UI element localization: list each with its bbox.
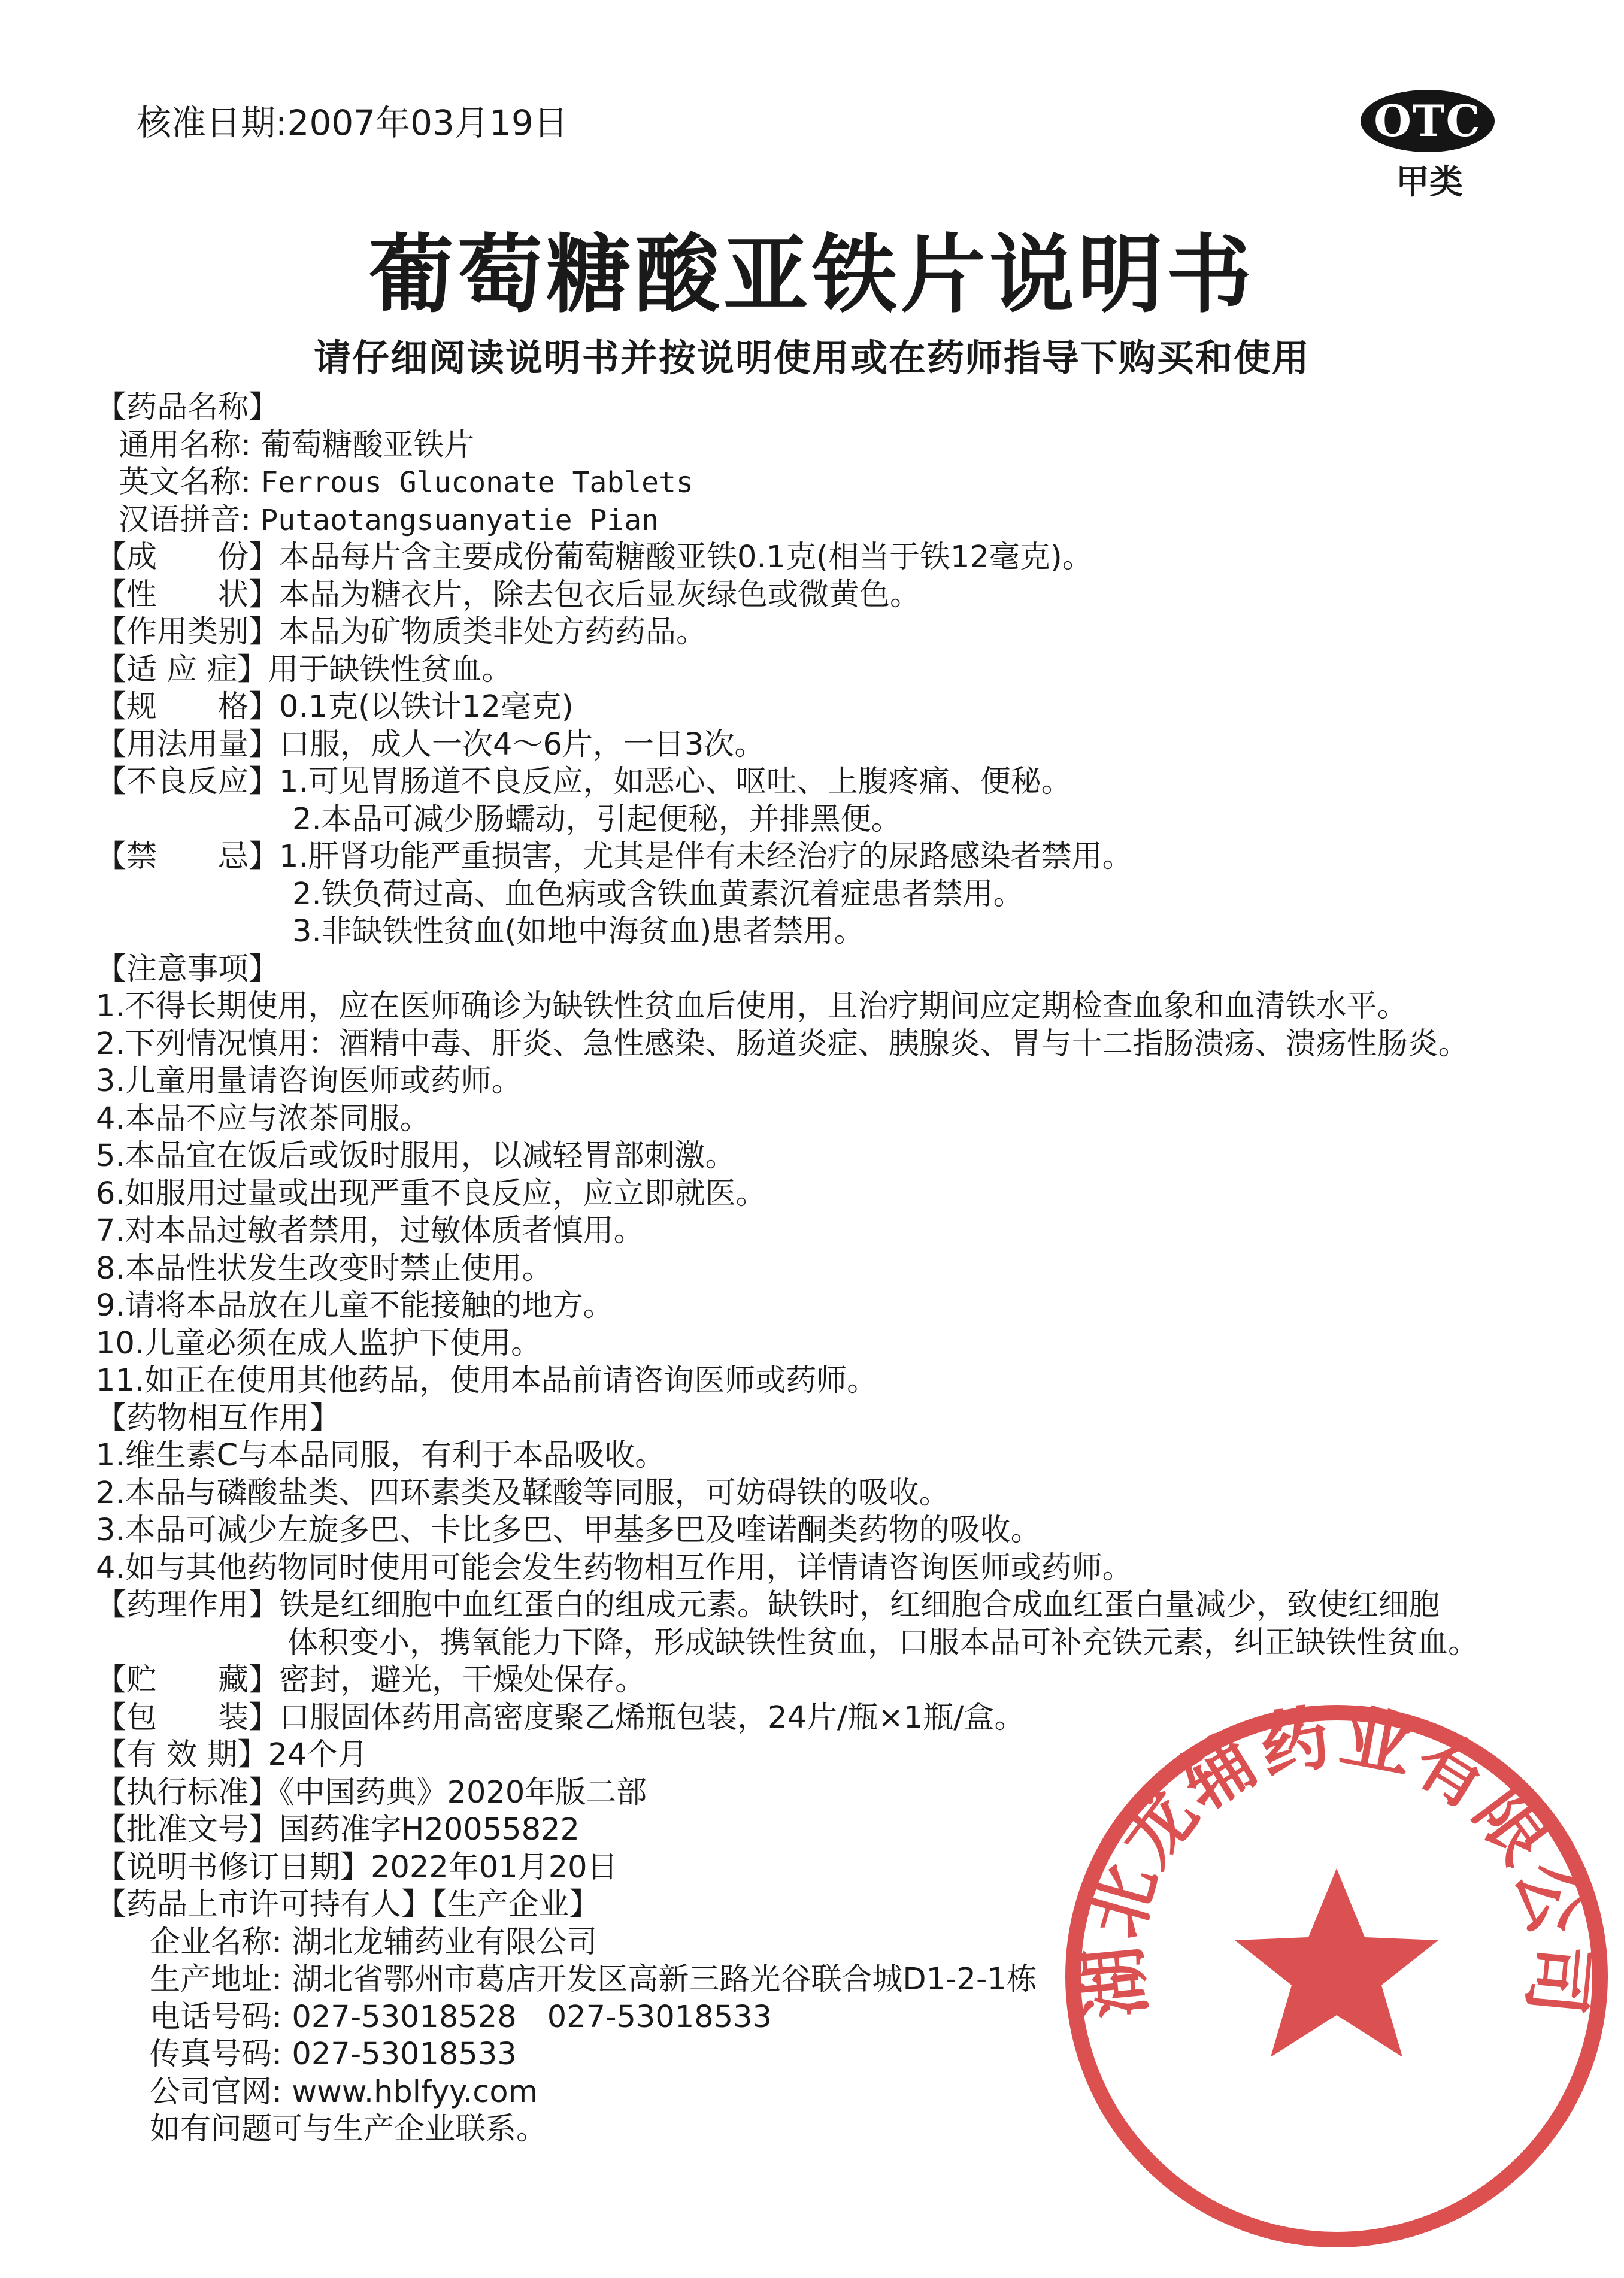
- generic-name-row: [96, 427, 1593, 465]
- precaution-item-9: 9.请将本品放在儿童不能接触的地方。: [96, 1288, 614, 1323]
- precaution-item-11: 11.如正在使用其他药品，使用本品前请咨询医师或药师。: [96, 1363, 878, 1398]
- package-label: 【包 装】: [96, 1700, 280, 1735]
- indications-label: 【适 应 症】: [96, 652, 268, 687]
- package-row: [96, 1700, 1593, 1737]
- english-name-row: [96, 464, 1593, 502]
- english-name-value: Ferrous Gluconate Tablets: [260, 466, 693, 499]
- storage-label: 【贮 藏】: [96, 1662, 280, 1698]
- ingredients-label: 【成 份】: [96, 540, 280, 575]
- adverse-label: 【不良反应】: [96, 764, 280, 799]
- company-contact-note: 如有问题可与生产企业联系。: [150, 2112, 547, 2147]
- precaution-item-8: 8.本品性状发生改变时禁止使用。: [96, 1250, 553, 1286]
- storage-value: 密封，避光，干燥处保存。: [279, 1662, 646, 1698]
- contraindication-item-1: 1.肝肾功能严重损害，尤其是伴有未经治疗的尿路感染者禁用。: [279, 839, 1133, 874]
- revision-value: 2022年01月20日: [371, 1849, 618, 1885]
- leaflet-body: [96, 389, 1593, 2149]
- generic-name-label: 通用名称:: [119, 427, 252, 463]
- precaution-item-5: 5.本品宜在饭后或饭时服用，以减轻胃部刺激。: [96, 1138, 736, 1174]
- precaution-item-4: 4.本品不应与浓茶同服。: [96, 1101, 431, 1137]
- company-address-label: 生产地址:: [150, 1962, 283, 1997]
- pharmacology-row: [96, 1587, 1593, 1625]
- contraindication-item-3: 3.非缺铁性贫血(如地中海贫血)患者禁用。: [292, 914, 865, 949]
- section-heading-precautions: 【注意事项】: [96, 951, 280, 987]
- interaction-item-2: 2.本品与磷酸盐类、四环素类及鞣酸等同服，可妨碍铁的吸收。: [96, 1475, 950, 1511]
- section-heading-drug-name: 【药品名称】: [96, 390, 280, 425]
- specification-value: 0.1克(以铁计12毫克): [279, 689, 574, 725]
- company-address-value: 湖北省鄂州市葛店开发区高新三路光谷联合城D1-2-1栋: [292, 1962, 1037, 1997]
- company-name-row: [96, 1924, 1593, 1962]
- dosage-label: 【用法用量】: [96, 726, 280, 762]
- approval-number-row: [96, 1812, 1593, 1849]
- generic-name-value: 葡萄糖酸亚铁片: [260, 427, 475, 463]
- revision-row: [96, 1849, 1593, 1887]
- precaution-item-3: 3.儿童用量请咨询医师或药师。: [96, 1064, 522, 1099]
- adverse-item-2: 2.本品可减少肠蠕动，引起便秘，并排黑便。: [292, 801, 902, 837]
- adverse-item-1: 1.可见胃肠道不良反应，如恶心、呕吐、上腹疼痛、便秘。: [279, 764, 1072, 799]
- pharmacology-line-1: 铁是红细胞中血红蛋白的组成元素。缺铁时，红细胞合成血红蛋白量减少，致使红细胞: [279, 1588, 1440, 1623]
- pinyin-name-row: [96, 502, 1593, 540]
- adverse-row: [96, 764, 1593, 801]
- storage-row: [96, 1662, 1593, 1700]
- interaction-item-3: 3.本品可减少左旋多巴、卡比多巴、甲基多巴及喹诺酮类药物的吸收。: [96, 1513, 1041, 1548]
- validity-row: [96, 1737, 1593, 1774]
- precaution-item-10: 10.儿童必须在成人监护下使用。: [96, 1325, 542, 1361]
- company-web-row: [96, 2074, 1593, 2112]
- appearance-row: [96, 577, 1593, 614]
- english-name-label: 英文名称:: [119, 465, 252, 500]
- pharmacology-line-2: 体积变小，携氧能力下降，形成缺铁性贫血，口服本品可补充铁元素，纠正缺铁性贫血。: [287, 1625, 1479, 1661]
- precaution-item-2: 2.下列情况慎用：酒精中毒、肝炎、急性感染、肠道炎症、胰腺炎、胃与十二指肠溃疡、溃疡性肠炎。: [96, 1026, 1469, 1062]
- specification-label: 【规 格】: [96, 689, 280, 725]
- ingredients-value: 本品每片含主要成份葡萄糖酸亚铁0.1克(相当于铁12毫克)。: [279, 540, 1093, 575]
- validity-value: 24个月: [268, 1737, 368, 1773]
- company-fax-row: [96, 2036, 1593, 2074]
- precaution-item-7: 7.对本品过敏者禁用，过敏体质者慎用。: [96, 1213, 644, 1249]
- company-web-value: www.hblfyy.com: [292, 2074, 538, 2110]
- revision-label: 【说明书修订日期】: [96, 1849, 371, 1885]
- category-value: 本品为矿物质类非处方药药品。: [279, 614, 707, 650]
- precaution-item-1: 1.不得长期使用，应在医师确诊为缺铁性贫血后使用，且治疗期间应定期检查血象和血清铁水平。: [96, 989, 1408, 1024]
- pharmacology-label: 【药理作用】: [96, 1588, 280, 1623]
- appearance-label: 【性 状】: [96, 577, 280, 613]
- document-subtitle: 请仔细阅读说明书并按说明使用或在药师指导下购买和使用: [313, 336, 1310, 380]
- specification-row: [96, 689, 1593, 726]
- approval-number-value: 国药准字H20055822: [279, 1812, 580, 1847]
- contraindication-item-2: 2.铁负荷过高、血色病或含铁血黄素沉着症患者禁用。: [292, 876, 1024, 912]
- pinyin-name-value: Putaotangsuanyatie Pian: [260, 503, 659, 537]
- otc-badge: OTC: [1361, 90, 1495, 152]
- dosage-row: [96, 726, 1593, 764]
- approval-date: 核准日期:2007年03月19日: [137, 102, 568, 143]
- category-label: 【作用类别】: [96, 614, 280, 650]
- category-row: [96, 614, 1593, 652]
- contraindications-row: [96, 838, 1593, 876]
- appearance-value: 本品为糖衣片，除去包衣后显灰绿色或微黄色。: [279, 577, 921, 613]
- standard-row: [96, 1774, 1593, 1812]
- approval-number-label: 【批准文号】: [96, 1812, 280, 1847]
- company-phone-row: [96, 1999, 1593, 2037]
- ingredients-row: [96, 539, 1593, 577]
- company-phone-value: 027-53018528 027-53018533: [292, 1999, 772, 2035]
- interaction-item-4: 4.如与其他药物同时使用可能会发生药物相互作用，详情请咨询医师或药师。: [96, 1550, 1133, 1586]
- contraindications-label: 【禁 忌】: [96, 839, 280, 874]
- validity-label: 【有 效 期】: [96, 1737, 268, 1773]
- otc-mark: [1361, 90, 1498, 204]
- company-name-label: 企业名称:: [150, 1924, 283, 1960]
- standard-value: 《中国药典》2020年版二部: [279, 1774, 647, 1810]
- seal-text: 湖北龙辅药业有限公司: [1070, 1694, 1603, 2022]
- interaction-item-1: 1.维生素C与本品同服，有利于本品吸收。: [96, 1438, 666, 1473]
- holder-heading: 【药品上市许可持有人】【生产企业】: [96, 1887, 600, 1922]
- indications-value: 用于缺铁性贫血。: [268, 652, 513, 687]
- company-fax-label: 传真号码:: [150, 2037, 283, 2072]
- precaution-item-6: 6.如服用过量或出现严重不良反应，应立即就医。: [96, 1176, 766, 1211]
- document-title: 葡萄糖酸亚铁片说明书: [369, 226, 1255, 325]
- company-web-label: 公司官网:: [150, 2074, 283, 2110]
- company-phone-label: 电话号码:: [150, 1999, 283, 2035]
- company-fax-value: 027-53018533: [292, 2037, 517, 2072]
- dosage-value: 口服，成人一次4～6片，一日3次。: [279, 726, 765, 762]
- section-heading-interactions: 【药物相互作用】: [96, 1400, 341, 1436]
- otc-category: 甲类: [1396, 163, 1463, 202]
- company-name-value: 湖北龙辅药业有限公司: [292, 1924, 598, 1960]
- indications-row: [96, 652, 1593, 689]
- pinyin-name-label: 汉语拼音:: [119, 502, 252, 538]
- package-value: 口服固体药用高密度聚乙烯瓶包装，24片/瓶×1瓶/盒。: [279, 1700, 1025, 1735]
- company-address-row: [96, 1961, 1593, 1999]
- standard-label: 【执行标准】: [96, 1774, 280, 1810]
